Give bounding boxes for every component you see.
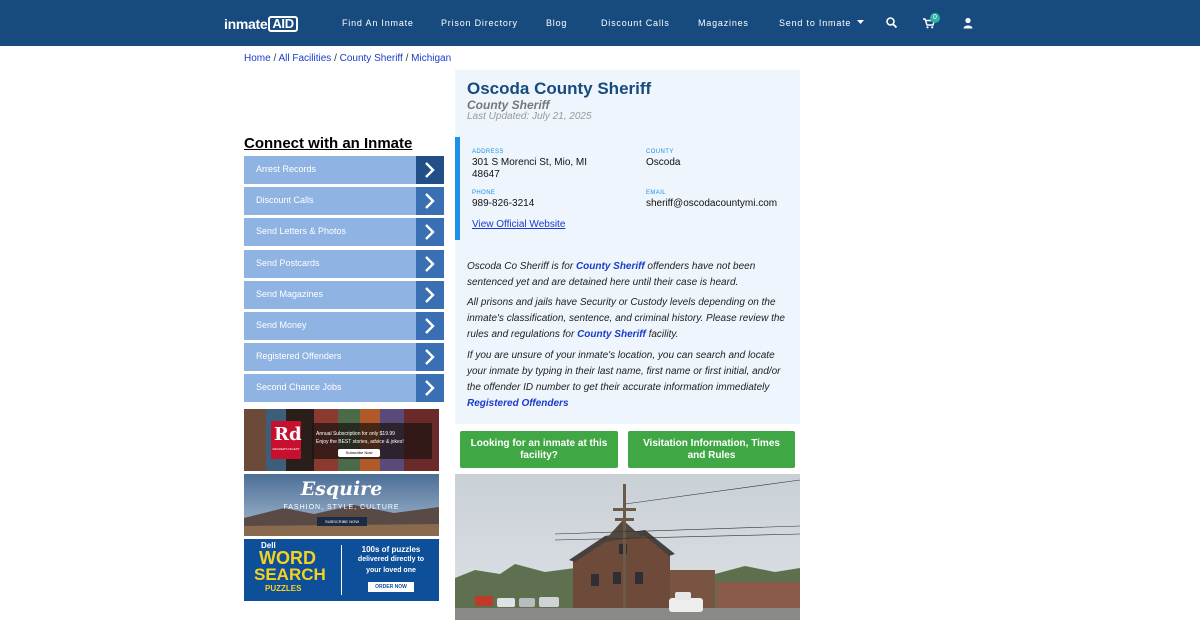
word-search-ad[interactable]: [244, 539, 439, 601]
p2-post: facility.: [645, 329, 679, 340]
chevron-right-icon: [416, 343, 444, 371]
nav-prison-directory[interactable]: Prison Directory: [441, 18, 518, 28]
p1-post: offenders have not been sentenced yet and are detained here until their case is heard.: [467, 261, 756, 288]
rd-ad-text-2: Enjoy the BEST stories, advice & jokes!: [316, 439, 404, 445]
breadcrumb: [244, 53, 451, 64]
lookup-inmate-button[interactable]: Looking for an inmate at this facility?: [460, 431, 618, 468]
nav-send-to-inmate-label: Send to Inmate: [779, 18, 852, 28]
chevron-right-icon: [416, 250, 444, 278]
visitation-info-button[interactable]: Visitation Information, Times and Rules: [628, 431, 795, 468]
nav-send-to-inmate[interactable]: [779, 18, 864, 28]
user-icon[interactable]: [961, 16, 975, 30]
address-line-2: 48647: [472, 169, 500, 180]
chevron-right-icon: [416, 156, 444, 184]
rd-subscribe-button[interactable]: Subscribe Now: [338, 449, 380, 457]
sidebar-item-label: Second Chance Jobs: [256, 382, 342, 392]
logo-box-text: AID: [268, 16, 298, 32]
sidebar-item-registered-offenders[interactable]: [244, 343, 444, 371]
p3-text: If you are unsure of your inmate's location, you can search and locate your inmate by typing in their last name, first name or first initial, and/or the offender ID number to get their accurate information immediately: [467, 350, 781, 393]
nav-blog[interactable]: Blog: [546, 18, 568, 28]
sidebar-item-second-chance-jobs[interactable]: [244, 374, 444, 402]
breadcrumb-home[interactable]: Home: [244, 53, 271, 64]
sidebar-item-label: Send Money: [256, 320, 307, 330]
facility-type: County Sheriff: [467, 98, 550, 112]
sidebar-item-arrest-records[interactable]: [244, 156, 444, 184]
search-icon[interactable]: [885, 16, 899, 30]
email-label: EMAIL: [646, 190, 667, 196]
sidebar-item-label: Registered Offenders: [256, 351, 342, 361]
word-search-title-1: WORD: [259, 548, 316, 568]
sidebar-item-discount-calls[interactable]: [244, 187, 444, 215]
inmateaid-logo[interactable]: [224, 15, 298, 33]
rd-logo: Rd: [274, 424, 302, 445]
county-sheriff-link[interactable]: County Sheriff: [575, 261, 645, 272]
word-search-text-3: your loved one: [366, 567, 416, 574]
county-label: COUNTY: [646, 149, 674, 155]
breadcrumb-separator: /: [334, 53, 337, 64]
breadcrumb-county-sheriff[interactable]: County Sheriff: [339, 53, 403, 64]
last-updated: Last Updated: July 21, 2025: [467, 111, 592, 122]
facility-photo: [455, 474, 800, 620]
chevron-right-icon: [416, 187, 444, 215]
email-value: sheriff@oscodacountymi.com: [646, 198, 778, 209]
phone-label: PHONE: [472, 190, 496, 196]
readers-digest-ad[interactable]: [244, 409, 439, 471]
chevron-right-icon: [416, 281, 444, 309]
nav-discount-calls[interactable]: Discount Calls: [601, 18, 670, 28]
breadcrumb-separator: /: [405, 53, 409, 64]
dell-logo: Dell: [261, 541, 276, 550]
breadcrumb-michigan[interactable]: Michigan: [411, 53, 452, 64]
description-paragraph-1: [467, 259, 792, 291]
word-search-title-2: SEARCH: [254, 565, 326, 584]
county-value: Oscoda: [646, 157, 681, 168]
rd-logo-sub: READER'S DIGEST: [272, 447, 300, 451]
breadcrumb-all-facilities[interactable]: All Facilities: [278, 53, 332, 64]
p2-pre: All prisons and jails have Security or Custody levels depending on the inmate's classification, sentence, and criminal history. Please review the rules and regulations for: [467, 297, 785, 340]
sidebar-item-send-postcards[interactable]: [244, 250, 444, 278]
sidebar-item-label: Send Postcards: [256, 258, 320, 268]
description-paragraph-3: [467, 348, 792, 412]
top-navbar: [0, 0, 1200, 46]
description-paragraph-2: [467, 295, 792, 343]
p1-pre: Oscoda Co Sheriff is for: [467, 261, 576, 272]
sidebar-item-label: Arrest Records: [256, 164, 317, 174]
sidebar-item-send-money[interactable]: [244, 312, 444, 340]
phone-value: 989-826-3214: [472, 198, 535, 209]
nav-magazines[interactable]: Magazines: [698, 18, 749, 28]
esquire-subscribe-button[interactable]: SUBSCRIBE NOW: [317, 517, 367, 526]
esquire-tagline: FASHION, STYLE, CULTURE: [283, 504, 400, 511]
sidebar-item-send-letters-photos[interactable]: [244, 218, 444, 246]
esquire-logo: Esquire: [300, 478, 383, 500]
connect-with-inmate-title[interactable]: Connect with an Inmate: [244, 135, 413, 152]
sidebar-item-label: Send Magazines: [256, 289, 324, 299]
breadcrumb-separator: /: [273, 53, 277, 64]
word-search-text-2: delivered directly to: [357, 556, 425, 563]
county-sheriff-link[interactable]: County Sheriff: [577, 329, 646, 340]
ad-divider: [341, 545, 342, 595]
word-search-title-3: PUZZLES: [265, 584, 302, 593]
registered-offenders-link[interactable]: Registered Offenders: [467, 398, 569, 409]
sidebar-item-label: Discount Calls: [256, 195, 314, 205]
official-website-link[interactable]: View Official Website: [472, 219, 566, 230]
sidebar-item-label: Send Letters & Photos: [256, 226, 347, 236]
rd-ad-text-1: Annual Subscription for only $19.99: [316, 431, 395, 437]
nav-find-an-inmate[interactable]: Find An Inmate: [342, 18, 414, 28]
caret-down-icon: [857, 20, 864, 25]
word-search-text-1: 100s of puzzles: [361, 545, 421, 554]
chevron-right-icon: [416, 312, 444, 340]
chevron-right-icon: [416, 374, 444, 402]
chevron-right-icon: [416, 218, 444, 246]
sidebar-item-send-magazines[interactable]: [244, 281, 444, 309]
esquire-ad[interactable]: [244, 474, 439, 536]
logo-text: inmate: [224, 16, 268, 32]
cart-count-badge: 0: [930, 13, 940, 23]
address-line-1: 301 S Morenci St, Mio, MI: [472, 157, 588, 168]
word-search-order-button[interactable]: ORDER NOW: [368, 582, 414, 592]
address-label: ADDRESS: [472, 149, 504, 155]
facility-name: Oscoda County Sheriff: [467, 79, 652, 98]
